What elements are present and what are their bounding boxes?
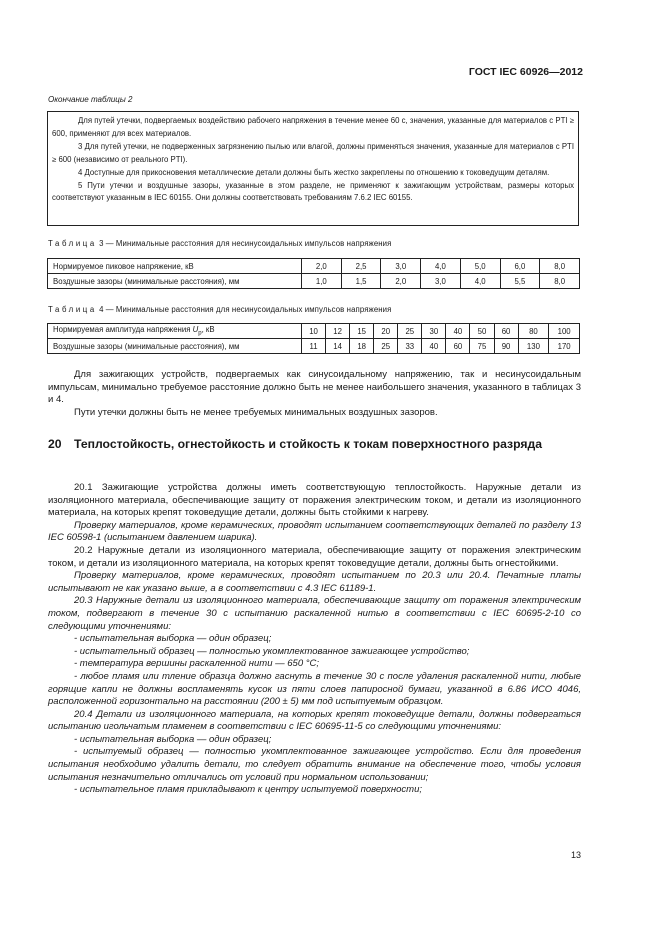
table-row <box>48 339 580 354</box>
note-paragraph: Для путей утечки, подвергаемых воздействию рабочего напряжения в течение менее 60 с, значения, указанные для материалов с PTI ≥ 600, применяют для всех материалов. <box>52 116 574 138</box>
note-paragraph: 3 Для путей утечки, не подверженных загрязнению пылью или влагой, должны применяться значения, указанные для материалов с PTI ≥ 600 (независимо от реального PTI). <box>52 141 574 164</box>
table-cell: 80 <box>518 324 549 339</box>
table-caption-text: 3 — Минимальные расстояния для несинусоидальных импульсов напряжения <box>99 239 392 248</box>
row-label: Нормируемое пиковое напряжение, кВ <box>48 259 302 274</box>
table-cell: 12 <box>326 324 350 339</box>
voltage-symbol: U <box>192 325 199 335</box>
body-paragraph: 20.3 Наружные детали из изоляционного материала, обеспечивающие защиту от поражения электрическим током, подвергают в течение 30 с испытанию раскаленной нитью в соответствии с IEC 60695-2-10 со следующими уточнениями: <box>48 595 581 632</box>
row-label-unit: , кВ <box>201 325 215 335</box>
table-cell: 6,0 <box>500 259 540 274</box>
table-cell: 1,0 <box>302 274 342 289</box>
list-item: - испытательный образец — полностью укомплектованное зажигающее устройство; <box>74 645 470 657</box>
page-number: 13 <box>570 850 581 860</box>
list-item: - любое пламя или тление образца должно гаснуть в течение 30 с после удаления раскаленной нити, любые горящие капли не должны воспламенять кусок из пяти слоев папиросной бумаги, указанной в 6.86 ИСО 4046, расположенной горизонтально на расстоянии (200 ± 5) мм под испытуемым образцом. <box>48 670 581 708</box>
section-heading <box>48 436 581 453</box>
row-label-text: Нормируемая амплитуда напряжения <box>53 325 193 335</box>
table-cell: 90 <box>494 339 518 354</box>
list-item: - испытуемый образец — полностью укомплектованное зажигающее устройство. Если для проведения испытания необходимо удалить детали, то следует обратить внимание на обеспечение того, чтобы условия испытания незначительно отличались от условий при нормальном использовании; <box>48 746 581 783</box>
table-caption-word: Таблица <box>48 239 97 248</box>
table-cell: 5,0 <box>460 259 500 274</box>
table-row <box>48 324 580 339</box>
body-paragraph: Проверку материалов, кроме керамических, проводят испытанием соответствующих деталей по разделу 13 IEC 60598-1 (испытанием давлением шарика). <box>48 519 581 544</box>
table-cell: 3,0 <box>381 259 421 274</box>
table-cell: 2,5 <box>341 259 381 274</box>
table-cell: 25 <box>398 324 422 339</box>
table-cell: 33 <box>398 339 422 354</box>
table-cell: 130 <box>518 339 549 354</box>
table-cell: 8,0 <box>540 259 580 274</box>
table-cell: 5,5 <box>500 274 540 289</box>
table-cell: 18 <box>350 339 374 354</box>
table-cell: 4,0 <box>460 274 500 289</box>
table-cell: 60 <box>494 324 518 339</box>
table-cell: 40 <box>446 324 470 339</box>
table-cell: 75 <box>470 339 494 354</box>
list-item: - испытательная выборка — один образец; <box>74 633 272 645</box>
table-cell: 10 <box>302 324 326 339</box>
table-cell: 8,0 <box>540 274 580 289</box>
table-4 <box>47 323 580 354</box>
table-cell: 100 <box>549 324 580 339</box>
body-paragraph: Проверку материалов, кроме керамических, проводят испытанием по 20.3 или 20.4. Печатные платы испытывают не как указано выше, а в соответствии с 4.3 IEC 61189-1. <box>48 570 581 594</box>
table-3-caption <box>48 239 391 248</box>
table-cell: 40 <box>422 339 446 354</box>
table-row <box>48 259 580 274</box>
table-continuation-label: Окончание таблицы 2 <box>48 95 133 104</box>
section-number: 20 <box>48 437 62 451</box>
row-label <box>48 324 302 339</box>
body-paragraph: 20.4 Детали из изоляционного материала, на которых крепят токоведущие детали, должны подвергаться испытанию игольчатым пламенем в соответствии с IEC 60695-11-5 со следующими уточнениями: <box>48 708 581 733</box>
table-2-notes-box <box>47 111 579 226</box>
list-item: - испытательное пламя прикладывают к центру испытуемой поверхности; <box>74 784 422 796</box>
section-body <box>48 482 581 797</box>
note-paragraph: 5 Пути утечки и воздушные зазоры, указанные в этом разделе, не применяют к зажигающим устройствам, размеры которых соответствуют указанным в IEC 60155. Они должны соответствовать требованиям 7.6.2 IEC 60155. <box>52 180 574 203</box>
table-caption-word: Таблица <box>48 305 97 314</box>
table-cell: 4,0 <box>421 259 461 274</box>
table-cell: 2,0 <box>381 274 421 289</box>
table-cell: 14 <box>326 339 350 354</box>
table-row <box>48 274 580 289</box>
table-cell: 2,0 <box>302 259 342 274</box>
table-cell: 30 <box>422 324 446 339</box>
row-label: Воздушные зазоры (минимальные расстояния), мм <box>48 274 302 289</box>
body-paragraph: 20.1 Зажигающие устройства должны иметь соответствующую теплостойкость. Наружные детали из изоляционного материала, обеспечивающие защиту от поражения электрическим током, и детали из изоляционного материала, на которых крепят токоведущие детали, должны быть стойкими к нагреву. <box>48 482 581 519</box>
list-item: - испытательная выборка — один образец; <box>74 733 272 745</box>
table-3 <box>47 258 580 289</box>
table-caption-text: 4 — Минимальные расстояния для несинусоидальных импульсов напряжения <box>99 305 392 314</box>
section-title: Теплостойкость, огнестойкость и стойкость к токам поверхностного разряда <box>74 437 542 451</box>
body-paragraph: 20.2 Наружные детали из изоляционного материала, обеспечивающие защиту от поражения электрическим током, и детали из изоляционного материала, на которых крепят токоведущие детали, должны быть огнестойкими. <box>48 544 581 569</box>
note-paragraph: 4 Доступные для прикосновения металлические детали должны быть жестко закреплены по отношению к токоведущим деталям. <box>78 167 550 177</box>
list-item: - температура вершины раскаленной нити — 650 °С; <box>74 658 320 670</box>
table-cell: 3,0 <box>421 274 461 289</box>
table-cell: 11 <box>302 339 326 354</box>
row-label: Воздушные зазоры (минимальные расстояния), мм <box>48 339 302 354</box>
table-cell: 60 <box>446 339 470 354</box>
table-cell: 1,5 <box>341 274 381 289</box>
paragraphs-after-tables <box>48 369 581 419</box>
table-cell: 50 <box>470 324 494 339</box>
table-cell: 15 <box>350 324 374 339</box>
table-cell: 170 <box>549 339 580 354</box>
table-cell: 20 <box>374 324 398 339</box>
document-standard-code: ГОСТ IEC 60926—2012 <box>468 66 583 78</box>
table-cell: 25 <box>374 339 398 354</box>
body-paragraph: Для зажигающих устройств, подвергаемых как синусоидальному напряжению, так и несинусоидальным импульсам, минимально требуемое расстояние должно быть не менее наибольшего значения, указанного в таблицах 3 и 4. <box>48 369 581 406</box>
voltage-subscript: p <box>198 330 202 337</box>
table-4-caption <box>48 305 391 314</box>
body-paragraph: Пути утечки должны быть не менее требуемых минимальных воздушных зазоров. <box>74 406 438 418</box>
